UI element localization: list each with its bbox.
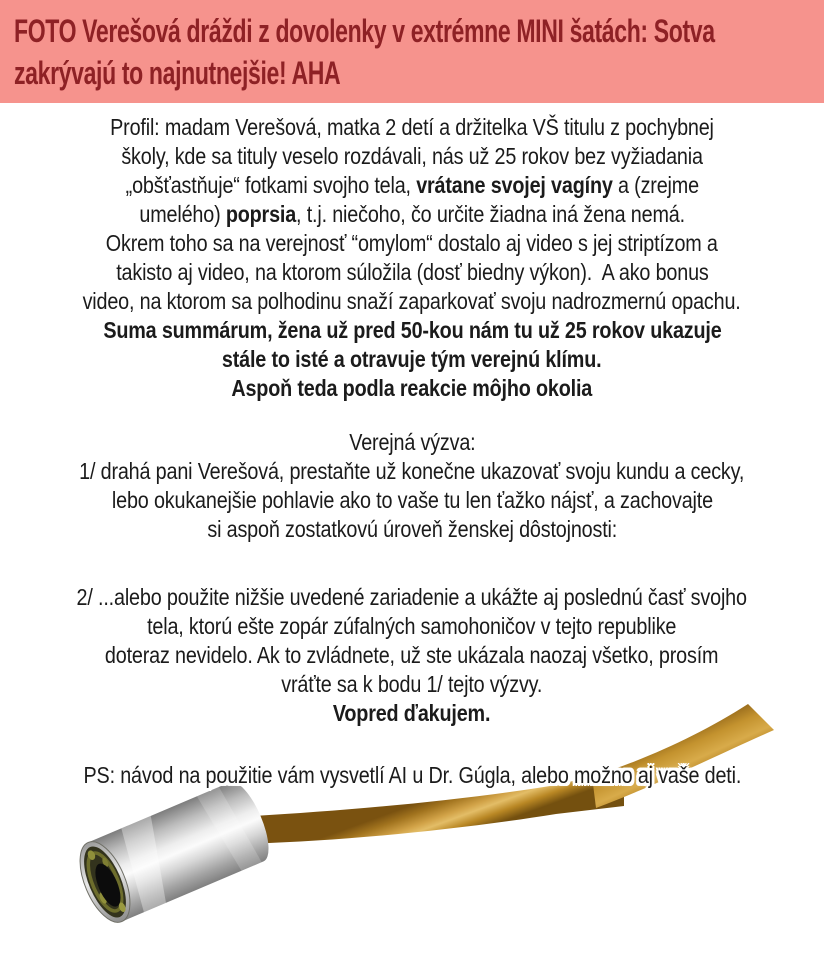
headline-band <box>0 0 824 103</box>
body-line: 2/ ...alebo použite nižšie uvedené zariadenie a ukážte aj poslednú časť svojho <box>76 584 748 610</box>
paragraph-point-two <box>0 583 824 728</box>
body-line: tela, ktorú ešte zopár zúfalných samohoničov v tejto republike <box>147 613 677 639</box>
body-line: video, na ktorom sa polhodinu snaží zaparkovať svoju nadrozmernú opachu. <box>82 288 742 314</box>
headline-text-1: FOTO Verešová dráždi z dovolenky v extrémne MINI šatách: Sotva <box>14 13 715 49</box>
paragraph-ps <box>0 761 824 790</box>
body-line: doteraz nevidelo. Ak to zvládnete, už ste ukázala naozaj všetko, prosím <box>105 642 719 668</box>
headline-text-2: zakrývajú to najnutnejšie! AHA <box>14 55 341 91</box>
body-line: vráťte sa k bodu 1/ tejto výzvy. <box>281 671 543 697</box>
body-line: školy, kde sa tituly veselo rozdávali, nás už 25 rokov bez vyžiadania <box>121 143 703 169</box>
body-line: si aspoň zostatkovú úroveň ženskej dôstojnosti: <box>207 516 617 542</box>
headline-line-2 <box>14 52 824 94</box>
paragraph-public-call <box>0 428 824 544</box>
camera-module <box>70 776 278 929</box>
body-line: Okrem toho sa na verejnosť “omylom“ dostalo aj video s jej striptízom a <box>106 230 718 256</box>
body-line: lebo okukanejšie pohlavie ako to vaše tu len ťažko nájsť, a zachovajte <box>111 487 713 513</box>
body-line: umelého) poprsia, t.j. niečoho, čo určite žiadna iná žena nemá. <box>139 201 685 227</box>
body-line: takisto aj video, na ktorom súložila (dosť biedny výkon). A ako bonus <box>115 259 709 285</box>
body-line-bold: Aspoň teda podla reakcie môjho okolia <box>231 375 593 401</box>
paragraph-profile <box>0 113 824 403</box>
headline-line-1 <box>14 10 824 52</box>
body-text <box>0 103 824 790</box>
ps-line: PS: návod na použitie vám vysvetlí AI u Dr. Gúgla, alebo možno aj vaše deti. <box>83 762 741 788</box>
body-line: Verejná výzva: <box>348 429 476 455</box>
body-line: „obšťastňuje“ fotkami svojho tela, vrátane svojej vagíny a (zrejme <box>125 172 699 198</box>
body-line-bold: Suma summárum, žena už pred 50-kou nám tu už 25 rokov ukazuje <box>102 317 722 343</box>
body-line-bold: stále to isté a otravuje tým verejnú klímu. <box>222 346 602 372</box>
body-line: Profil: madam Verešová, matka 2 detí a držitelka VŠ titulu z pochybnej <box>110 114 714 140</box>
body-line-bold: Vopred ďakujem. <box>333 700 491 726</box>
body-line: 1/ drahá pani Verešová, prestaňte už konečne ukazovať svoju kundu a cecky, <box>79 458 745 484</box>
